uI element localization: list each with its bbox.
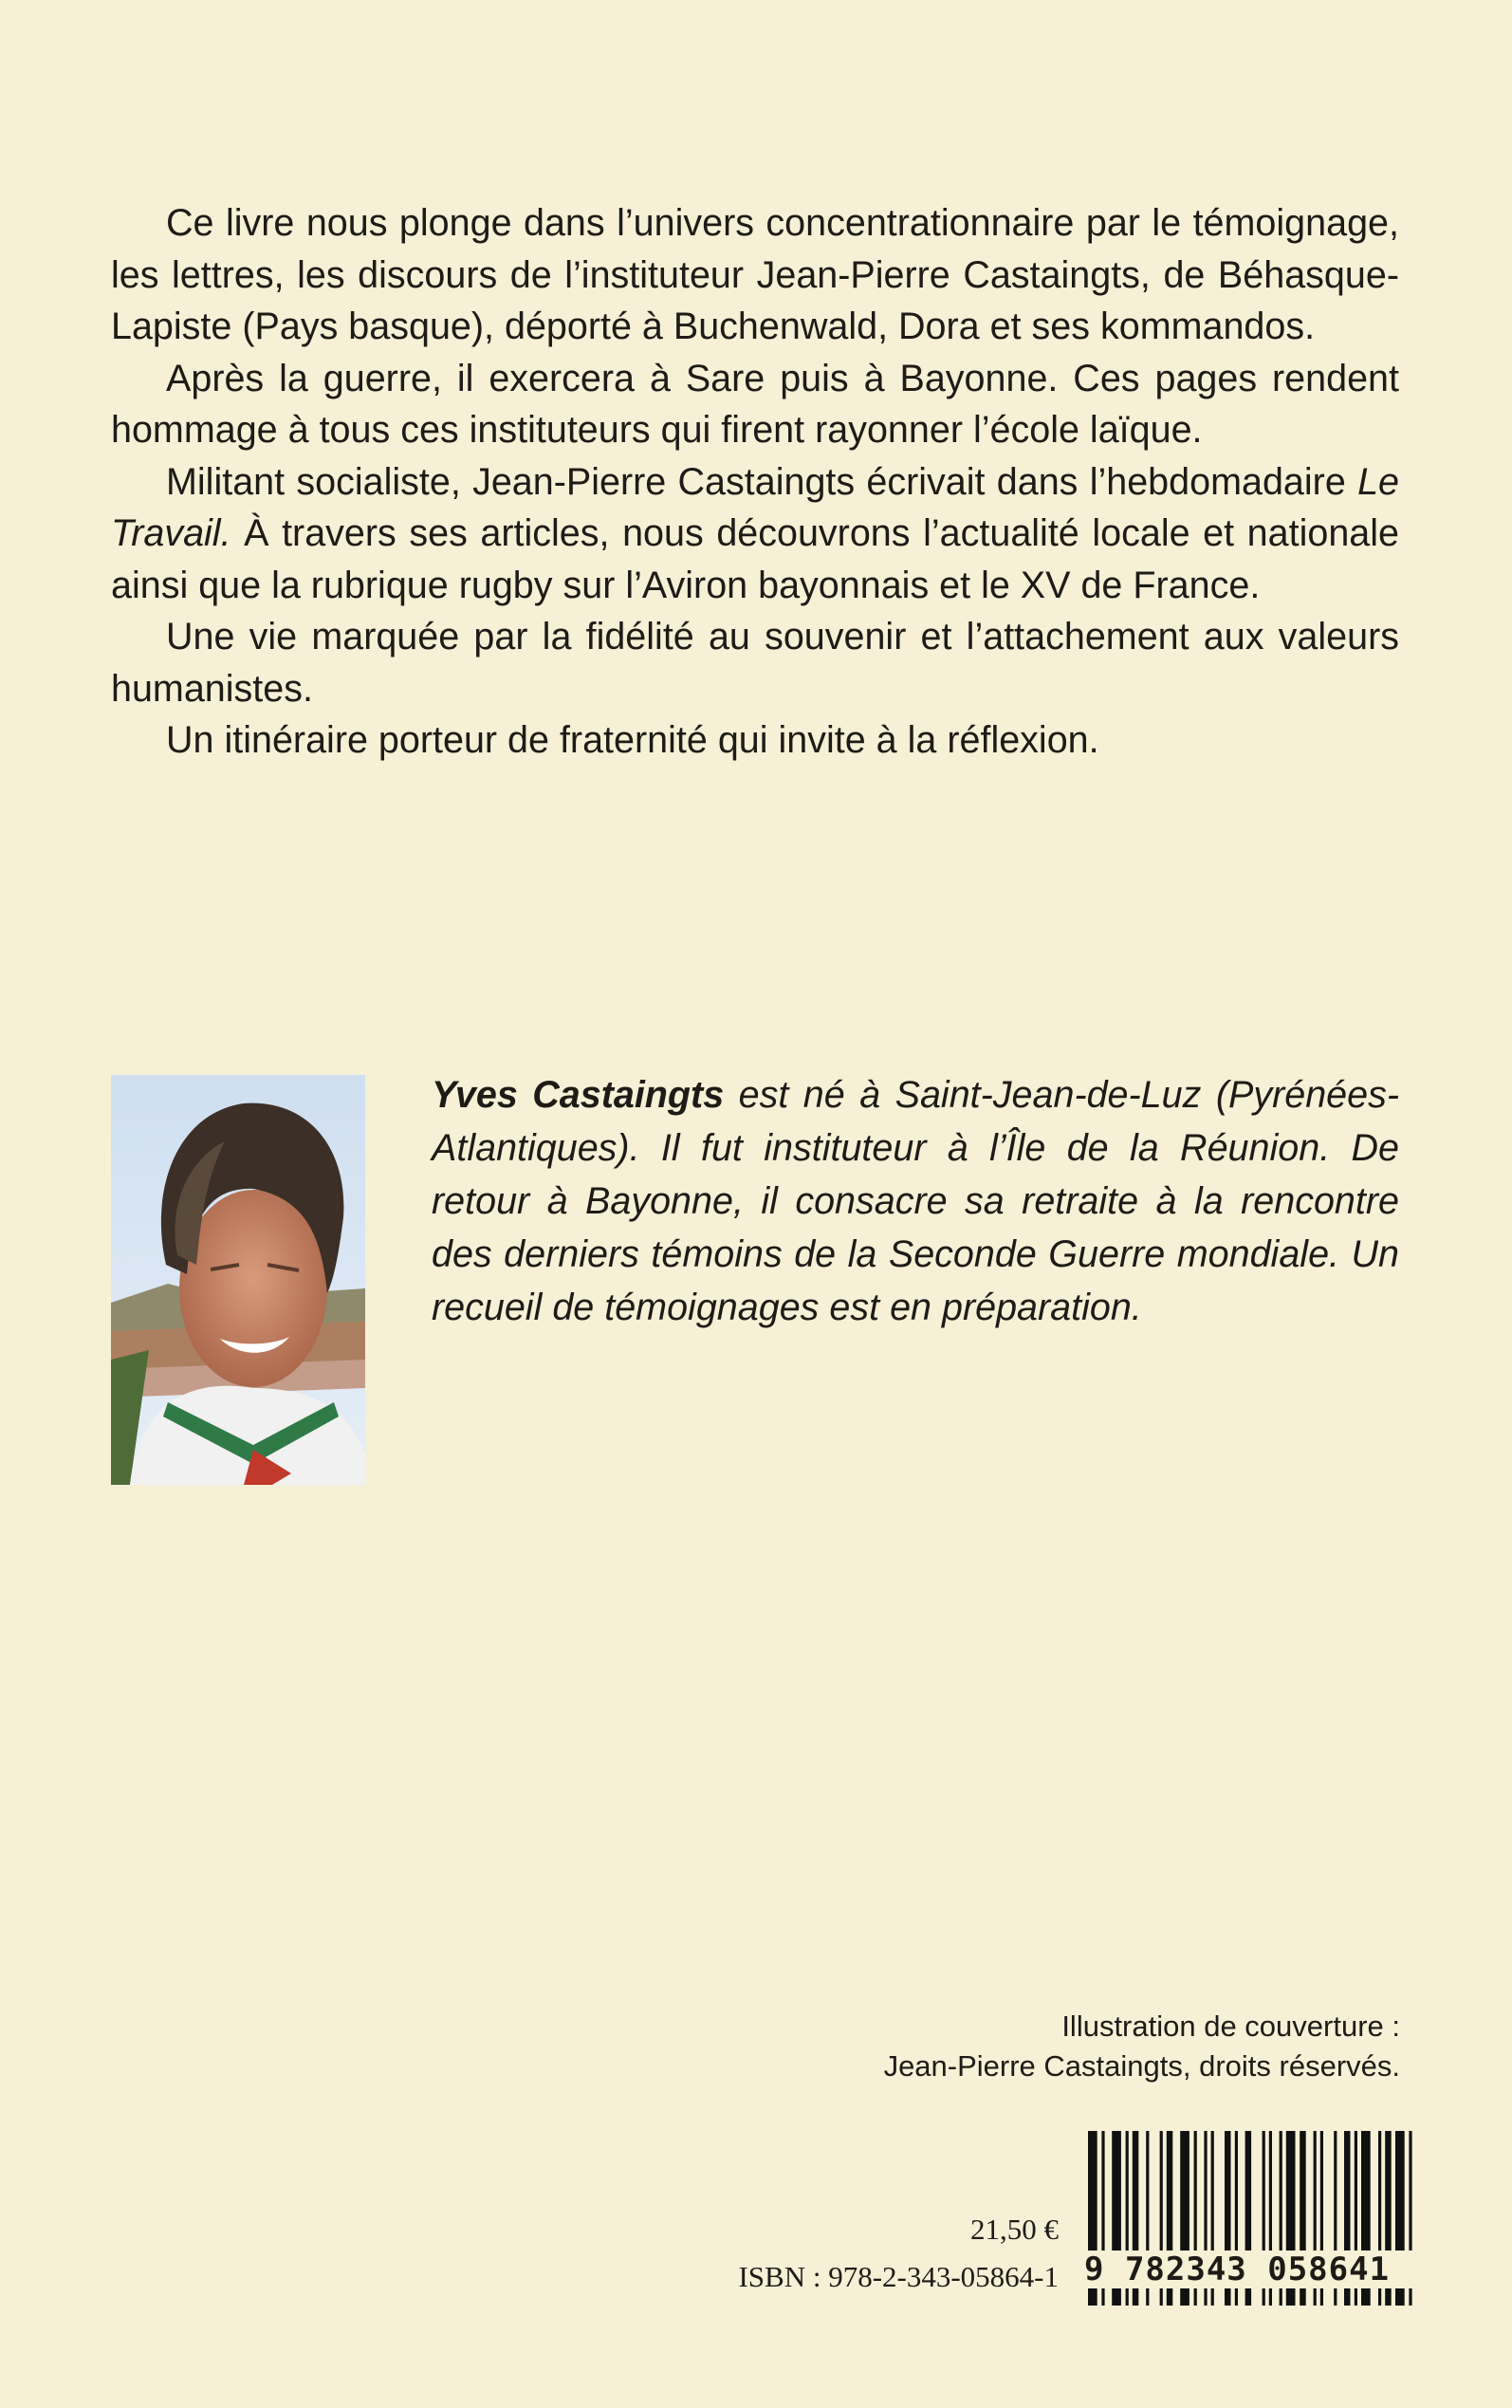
cover-credit xyxy=(736,2007,1400,2086)
credit-line: Illustration de couverture : xyxy=(1061,2010,1400,2043)
newspaper-title: Le Travail. xyxy=(111,460,1399,554)
isbn: ISBN : 978-2-343-05864-1 xyxy=(738,2260,1059,2293)
blurb-paragraph: Une vie marquée par la fidélité au souvenir et l’attachement aux valeurs humanistes. xyxy=(111,616,1399,710)
credit-line: Jean-Pierre Castaingts, droits réservés. xyxy=(883,2049,1400,2083)
blurb-text: À travers ses articles, nous découvrons l’actualité locale et nationale ainsi que la rubrique rugby sur l’Aviron bayonnais et le XV de France. xyxy=(111,512,1399,606)
price-isbn xyxy=(569,2206,1059,2301)
blurb-paragraph xyxy=(111,456,1399,612)
blurb-paragraph: Un itinéraire porteur de fraternité qui invite à la réflexion. xyxy=(166,719,1099,761)
blurb-paragraph: Ce livre nous plonge dans l’univers concentrationnaire par le témoignage, les lettres, les discours de l’instituteur Jean-Pierre Castaingts, de Béhasque-Lapiste (Pays basque), déporté à Buchenwald, Dora et ses kommandos. xyxy=(111,202,1399,347)
author-photo xyxy=(111,1075,365,1485)
blurb-text: Militant socialiste, Jean-Pierre Castaingts écrivait dans l’hebdomadaire xyxy=(166,460,1358,503)
barcode-digits: 9 782343 058641 xyxy=(1084,2251,1418,2288)
author-bio-text: est né à Saint-Jean-de-Luz (Pyrénées-Atlantiques). Il fut instituteur à l’Île de la Réunion. De retour à Bayonne, il consacre sa retraite à la rencontre des derniers témoins de la Seconde Guerre mondiale. Un recueil de témoignages est en préparation. xyxy=(432,1074,1400,1328)
author-bio xyxy=(432,1068,1399,1334)
price: 21,50 € xyxy=(970,2213,1059,2246)
blurb-paragraph: Après la guerre, il exercera à Sare puis à Bayonne. Ces pages rendent hommage à tous ces instituteurs qui firent rayonner l’école laïque. xyxy=(111,357,1399,451)
back-cover-blurb xyxy=(111,197,1399,767)
author-name: Yves Castaingts xyxy=(432,1074,725,1116)
